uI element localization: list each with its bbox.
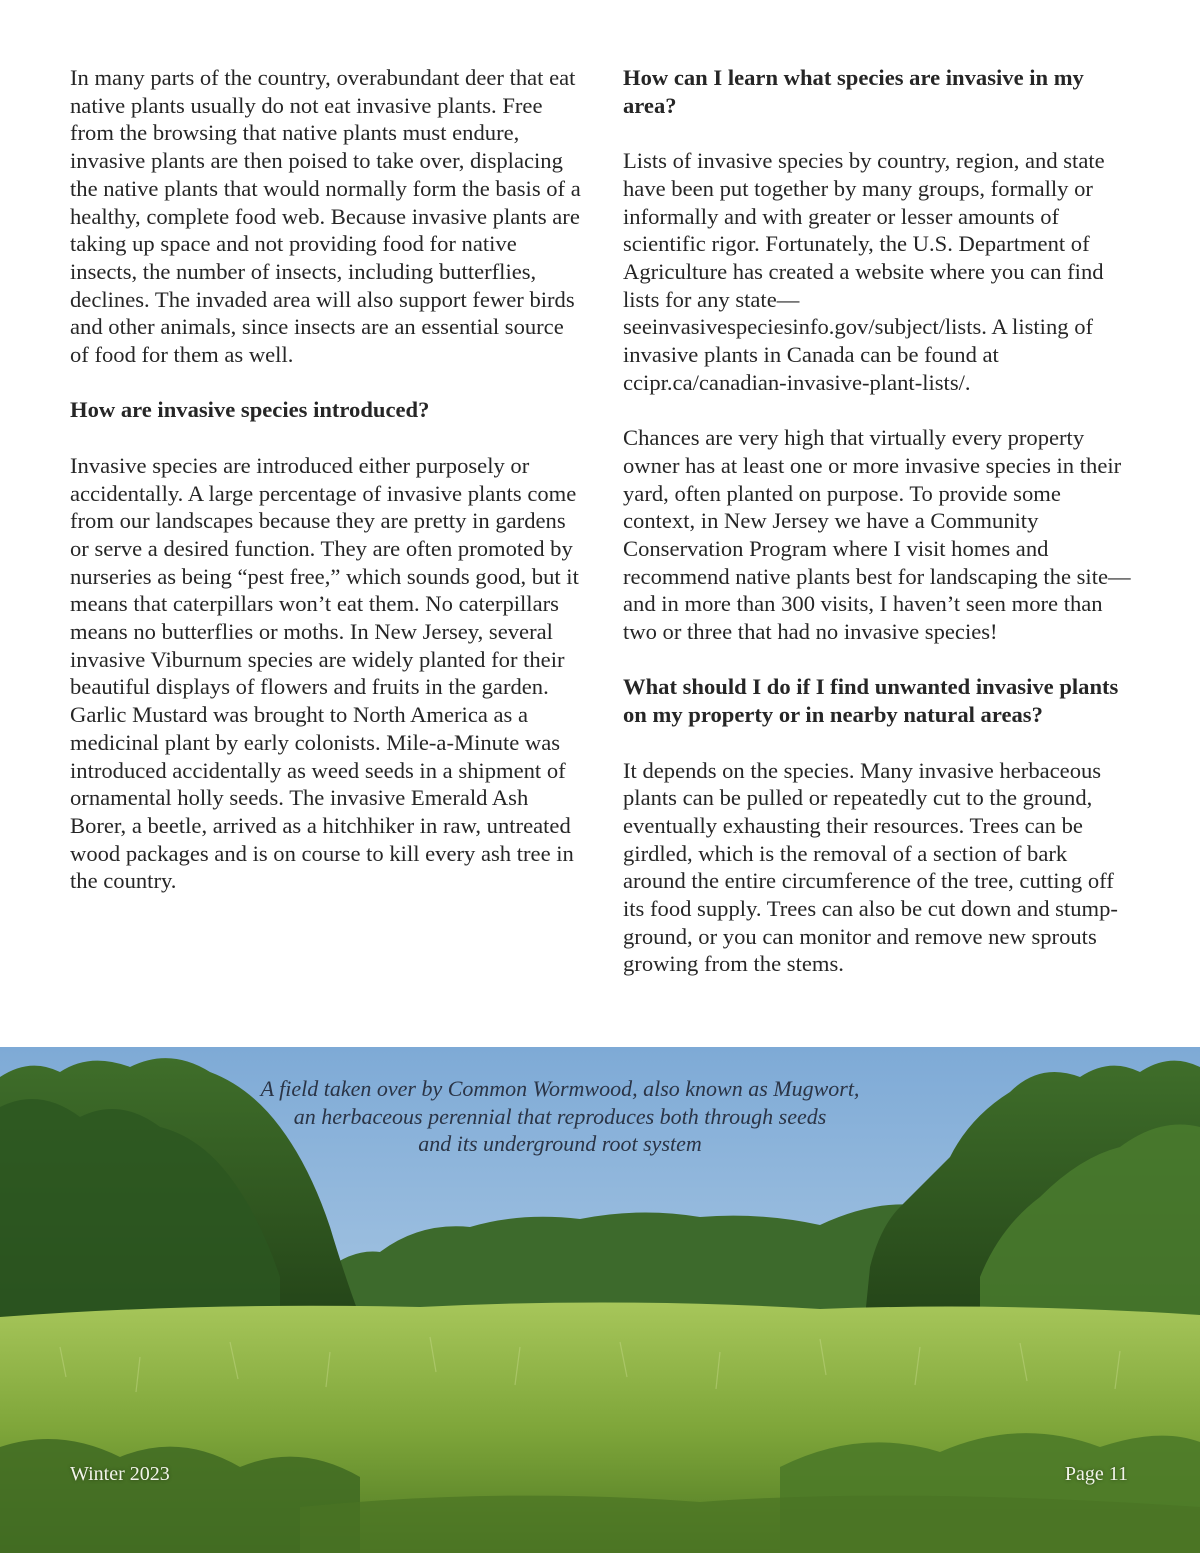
photo-caption	[150, 1075, 970, 1158]
caption-line-1: A field taken over by Common Wormwood, also known as Mugwort,	[260, 1076, 860, 1101]
footer-page-number: Page 11	[1064, 1463, 1128, 1485]
caption-line-3: and its underground root system	[418, 1131, 702, 1156]
footer-issue: Winter 2023	[70, 1463, 170, 1485]
heading-how-introduced: How are invasive species introduced?	[70, 397, 430, 423]
left-paragraph-1: In many parts of the country, overabundant deer that eat native plants usually do not eat invasive plants. Free from the browsing that native plants must endure, invasive plants are then poised to take over, displacing the native plants that would normally form the basis of a healthy, complete food web. Because invasive plants are taking up space and not providing food for native insects, the number of insects, including butterflies, declines. The invaded area will also support fewer birds and other animals, since insects are an essential source of food for them as well.	[70, 65, 581, 368]
right-column	[623, 64, 1135, 1006]
heading-what-to-do: What should I do if I find unwanted invasive plants on my property or in nearby natural areas?	[623, 674, 1119, 728]
heading-learn-species: How can I learn what species are invasive in my area?	[623, 65, 1084, 118]
left-paragraph-2: Invasive species are introduced either purposely or accidentally. A large percentage of invasive plants come from our landscapes because they are pretty in gardens or serve a desired function. They are often promoted by nurseries as being “pest free,” which sounds good, but it means that caterpillars won’t eat them. No caterpillars means no butterflies or moths. In New Jersey, several invasive Viburnum species are widely planted for their beautiful displays of flowers and fruits in the garden. Garlic Mustard was brought to North America as a medicinal plant by early colonists. Mile-a-Minute was introduced accidentally as weed seeds in a shipment of ornamental holly seeds. The invasive Emerald Ash Borer, a beetle, arrived as a hitchhiker in raw, untreated wood packages and is on course to kill every ash tree in the country.	[70, 452, 579, 894]
right-paragraph-2: Chances are very high that virtually every property owner has at least one or more invasive species in their yard, often planted on purpose. To provide some context, in New Jersey we have a Community Conservation Program where I visit homes and recommend native plants best for landscaping the site— and in more than 300 visits, I haven’t seen more than two or three that had no invasive species!	[623, 425, 1131, 645]
right-paragraph-3: It depends on the species. Many invasive herbaceous plants can be pulled or repeatedly cut to the ground, eventually exhausting their resources. Trees can be girdled, which is the removal of a section of bark around the entire circumference of the tree, cutting off its food supply. Trees can also be cut down and stump-ground, or you can monitor and remove new sprouts growing from the stems.	[623, 757, 1118, 977]
caption-line-2: an herbaceous perennial that reproduces both through seeds	[293, 1103, 827, 1129]
right-paragraph-1: Lists of invasive species by country, region, and state have been put together by many groups, formally or informally and with greater or lesser amounts of scientific rigor. Fortunately, the U.S. Department of Agriculture has created a website where you can find lists for any state—seeinvasivespeciesinfo.gov/subject/lists. A listing of invasive plants in Canada can be found at ccipr.ca/canadian-invasive-plant-lists/.	[623, 148, 1105, 395]
left-column	[70, 64, 582, 923]
